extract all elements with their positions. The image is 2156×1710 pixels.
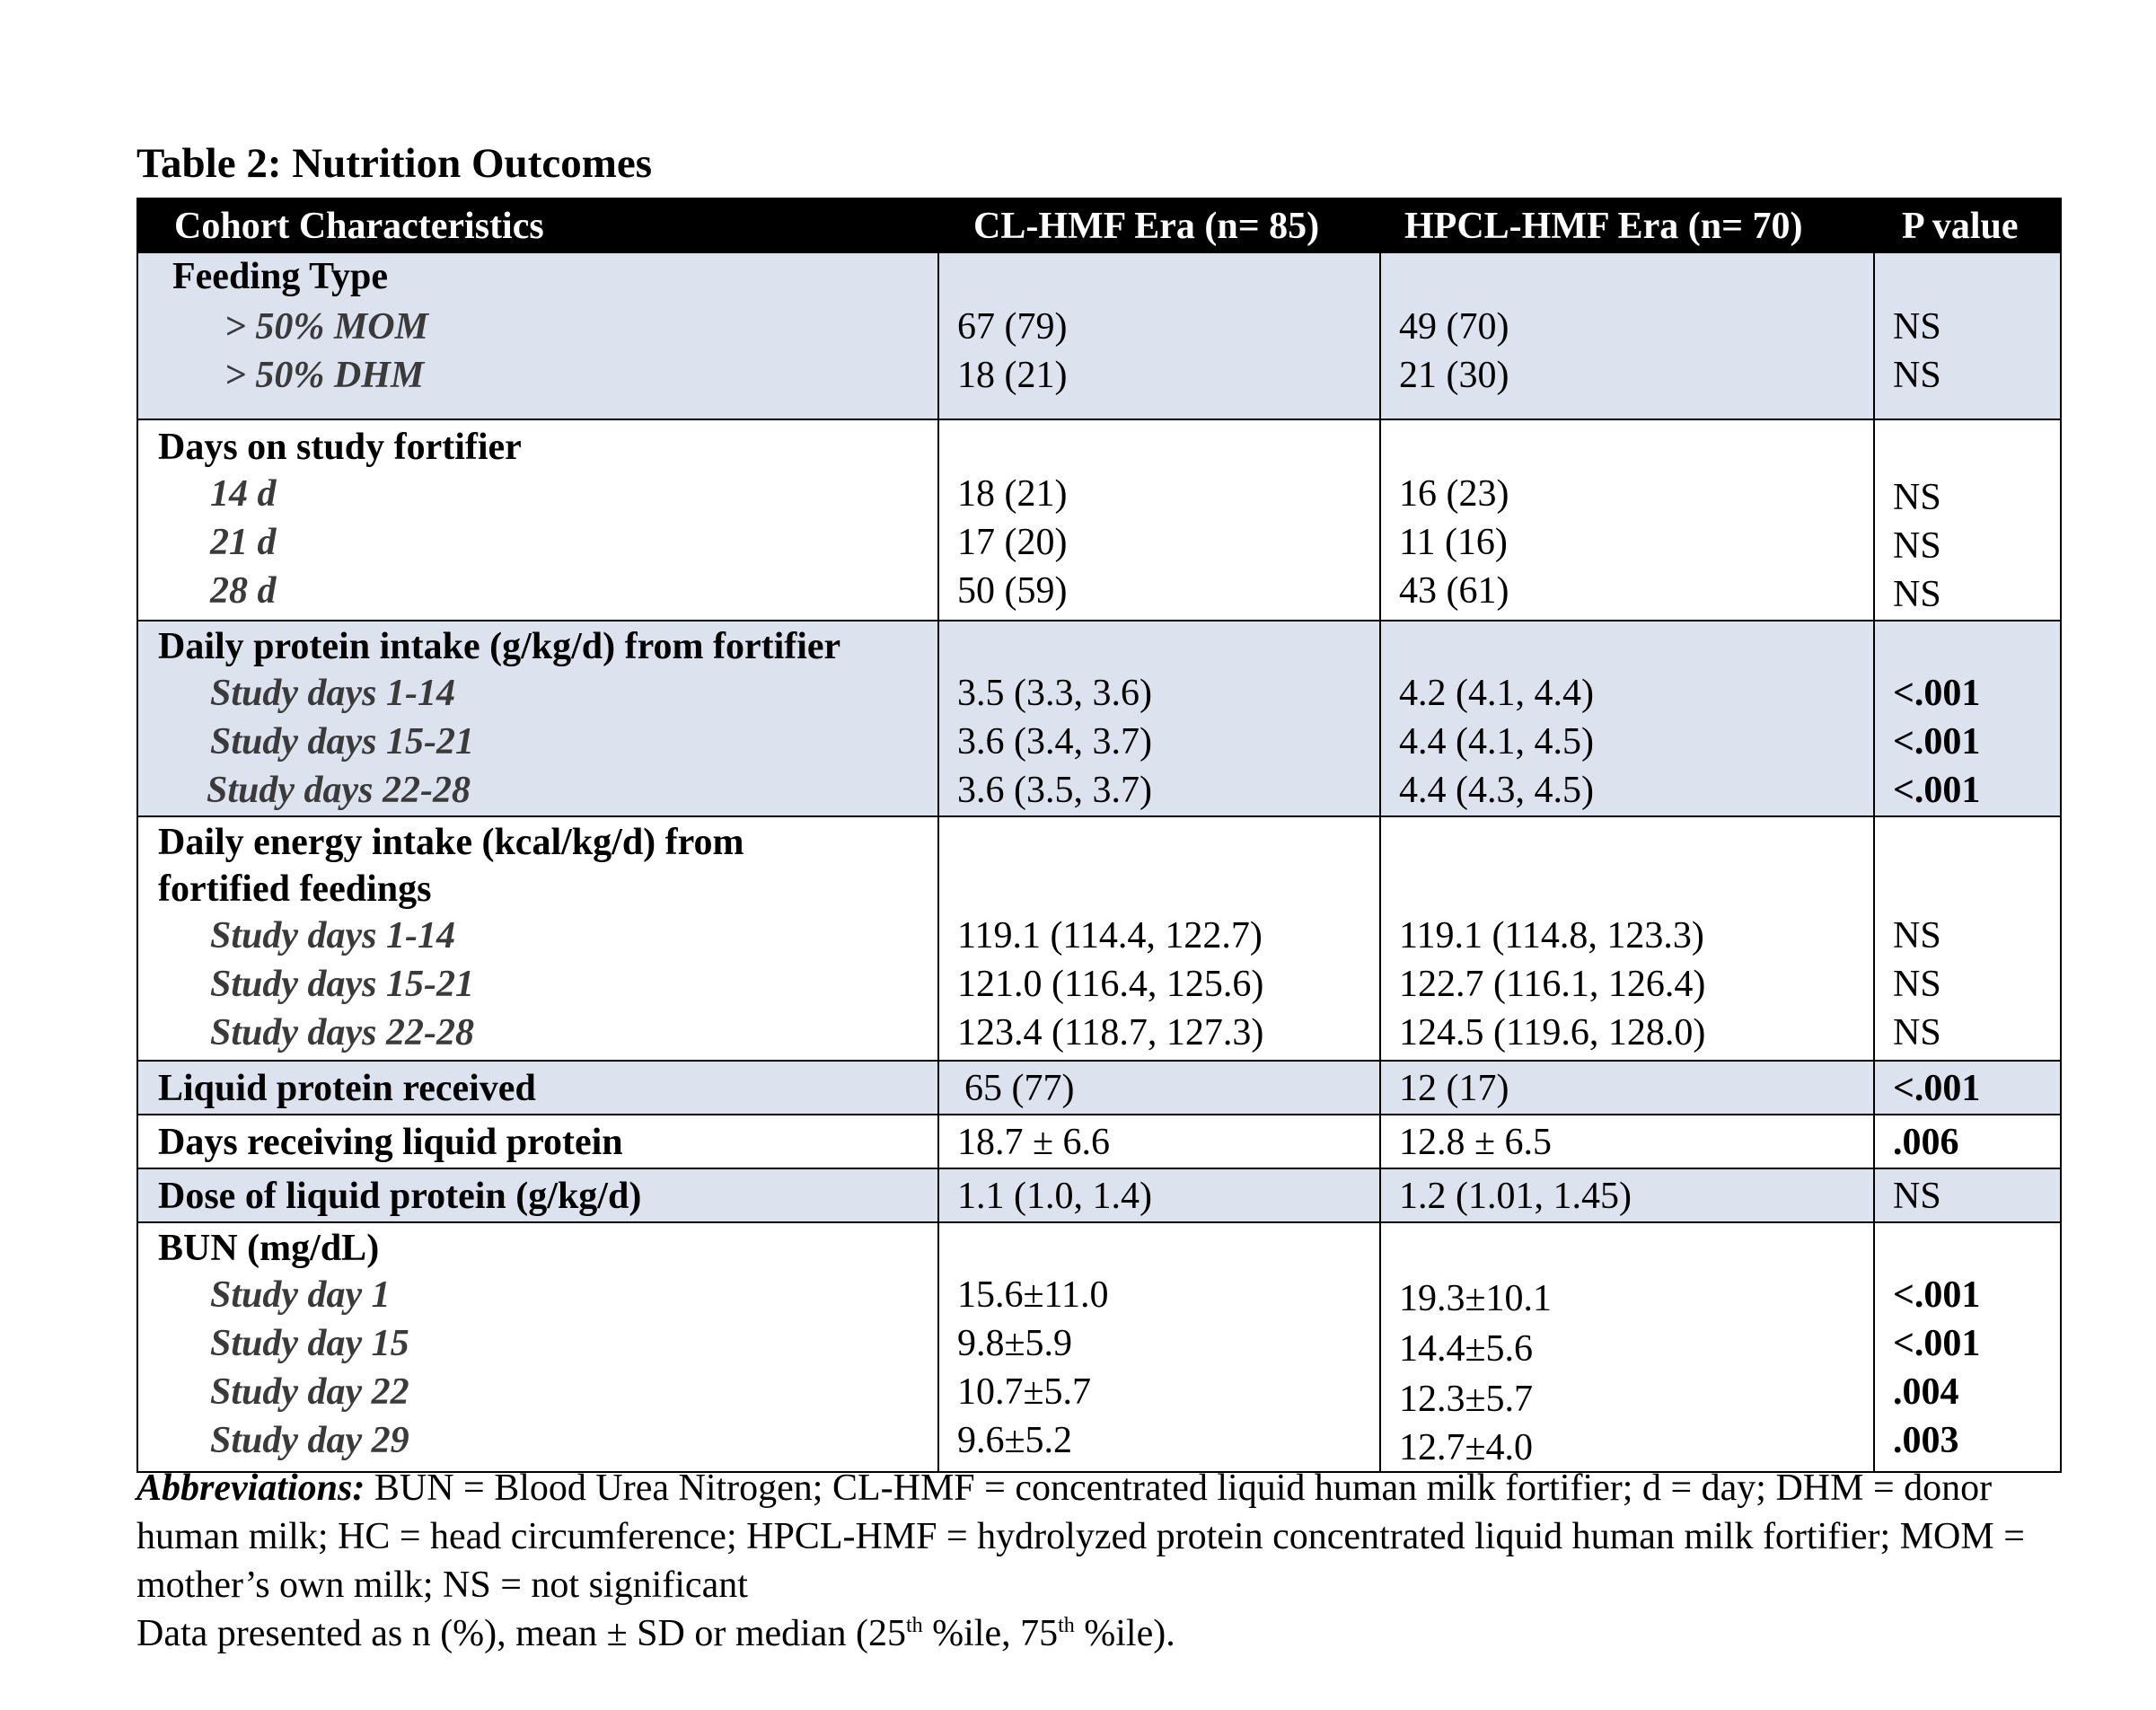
p-value: <.001 <box>1893 673 1981 714</box>
section-days-fortifier-hpcl-cell <box>1379 419 1875 621</box>
row-label: 21 d <box>210 522 277 563</box>
header-cell-hpcl-hmf <box>1379 198 1875 253</box>
hpcl-value: 1.2 (1.01, 1.45) <box>1399 1176 1632 1217</box>
table-footnotes <box>136 1464 2076 1658</box>
row-label: > 50% MOM <box>224 306 428 348</box>
data-note-part: %ile, 75 <box>922 1613 1059 1654</box>
section-label: Daily protein intake (g/kg/d) from fortifier <box>158 626 841 667</box>
section-label: BUN (mg/dL) <box>158 1228 380 1269</box>
section-label-line1: Daily energy intake (kcal/kg/d) from <box>158 822 744 863</box>
hpcl-value: 122.7 (116.1, 126.4) <box>1399 964 1706 1005</box>
row-days-liquid-protein-label-cell <box>136 1114 939 1169</box>
hpcl-value: 119.1 (114.8, 123.3) <box>1399 915 1704 956</box>
row-label: Study days 22-28 <box>207 770 471 811</box>
header-cell-cl-hmf <box>937 198 1381 253</box>
cl-value: 3.6 (3.5, 3.7) <box>957 770 1152 811</box>
section-label: Days on study fortifier <box>158 427 522 468</box>
header-p-value: P value <box>1902 206 2019 247</box>
cl-value: 50 (59) <box>957 570 1068 612</box>
data-note-part: Data presented as n (%), mean ± SD or median (25 <box>136 1613 906 1654</box>
cl-value: 67 (79) <box>957 306 1068 348</box>
row-days-liquid-protein-cl-cell <box>937 1114 1381 1169</box>
row-label: Study day 22 <box>210 1371 409 1413</box>
p-value: NS <box>1893 915 1941 956</box>
hpcl-value: 49 (70) <box>1399 306 1509 348</box>
row-liquid-protein-received-hpcl-cell <box>1379 1060 1875 1115</box>
p-value: <.001 <box>1893 1274 1981 1316</box>
header-cell-characteristics <box>136 198 939 253</box>
cl-value: 17 (20) <box>957 522 1068 563</box>
abbreviations-label: Abbreviations: <box>136 1468 365 1509</box>
p-value: NS <box>1893 1176 1941 1217</box>
p-value: <.001 <box>1893 1323 1981 1364</box>
section-energy-intake-cl-cell <box>937 815 1381 1062</box>
section-bun-hpcl-cell <box>1379 1221 1875 1473</box>
section-bun-label-cell <box>136 1221 939 1473</box>
header-cl-hmf: CL-HMF Era (n= 85) <box>973 206 1320 247</box>
section-energy-intake-label-cell <box>136 815 939 1062</box>
table-title: Table 2: Nutrition Outcomes <box>136 140 653 187</box>
section-feeding-type-p-cell <box>1873 251 2062 420</box>
header-characteristics: Cohort Characteristics <box>174 206 544 247</box>
p-value: .004 <box>1893 1371 1959 1413</box>
p-value: <.001 <box>1893 770 1981 811</box>
section-protein-intake-hpcl-cell <box>1379 620 1875 817</box>
row-days-liquid-protein-p-cell <box>1873 1114 2062 1169</box>
hpcl-value: 19.3±10.1 <box>1399 1278 1553 1319</box>
row-label: 14 d <box>210 473 277 515</box>
cl-value: 10.7±5.7 <box>957 1371 1092 1413</box>
section-bun-p-cell <box>1873 1221 2062 1473</box>
hpcl-value: 4.4 (4.1, 4.5) <box>1399 721 1594 762</box>
cl-value: 18 (21) <box>957 473 1068 515</box>
row-dose-liquid-protein-cl-cell <box>937 1168 1381 1223</box>
p-value: <.001 <box>1893 1068 1981 1109</box>
p-value: NS <box>1893 306 1941 348</box>
row-liquid-protein-received-label-cell <box>136 1060 939 1115</box>
section-label-line2: fortified feedings <box>158 868 432 910</box>
superscript-th: th <box>1058 1614 1075 1637</box>
row-label: Study days 15-21 <box>210 964 474 1005</box>
row-days-liquid-protein-hpcl-cell <box>1379 1114 1875 1169</box>
row-label: Study days 22-28 <box>210 1012 474 1053</box>
row-label: Study day 15 <box>210 1323 409 1364</box>
hpcl-value: 21 (30) <box>1399 355 1509 396</box>
hpcl-value: 4.2 (4.1, 4.4) <box>1399 673 1594 714</box>
section-bun-cl-cell <box>937 1221 1381 1473</box>
cl-value: 1.1 (1.0, 1.4) <box>957 1176 1152 1217</box>
section-feeding-type-hpcl-cell <box>1379 251 1875 420</box>
p-value: NS <box>1893 355 1941 396</box>
row-label: Study day 1 <box>210 1274 391 1316</box>
cl-value: 3.5 (3.3, 3.6) <box>957 673 1152 714</box>
p-value: NS <box>1893 964 1941 1005</box>
row-dose-liquid-protein-hpcl-cell <box>1379 1168 1875 1223</box>
p-value: NS <box>1893 477 1941 518</box>
data-note-part: %ile). <box>1074 1613 1175 1654</box>
section-protein-intake-p-cell <box>1873 620 2062 817</box>
row-label: Liquid protein received <box>158 1068 536 1109</box>
p-value: <.001 <box>1893 721 1981 762</box>
row-label: Dose of liquid protein (g/kg/d) <box>158 1176 642 1217</box>
cl-value: 121.0 (116.4, 125.6) <box>957 964 1264 1005</box>
row-liquid-protein-received-cl-cell <box>937 1060 1381 1115</box>
hpcl-value: 12 (17) <box>1399 1068 1509 1109</box>
row-label: Study day 29 <box>210 1420 409 1461</box>
hpcl-value: 16 (23) <box>1399 473 1509 515</box>
p-value: NS <box>1893 574 1941 615</box>
row-label: Study days 1-14 <box>210 673 455 714</box>
section-energy-intake-p-cell <box>1873 815 2062 1062</box>
p-value: .003 <box>1893 1420 1959 1461</box>
hpcl-value: 4.4 (4.3, 4.5) <box>1399 770 1594 811</box>
section-feeding-type-cl-cell <box>937 251 1381 420</box>
row-label: Study days 15-21 <box>210 721 474 762</box>
superscript-th: th <box>905 1614 923 1637</box>
row-dose-liquid-protein-label-cell <box>136 1168 939 1223</box>
hpcl-value: 12.7±4.0 <box>1399 1427 1534 1468</box>
cl-value: 123.4 (118.7, 127.3) <box>957 1012 1264 1053</box>
hpcl-value: 11 (16) <box>1399 522 1508 563</box>
hpcl-value: 12.8 ± 6.5 <box>1399 1122 1553 1163</box>
hpcl-value: 14.4±5.6 <box>1399 1328 1534 1370</box>
p-value: .006 <box>1893 1122 1959 1163</box>
section-feeding-type-label-cell <box>136 251 939 420</box>
header-cell-p-value <box>1873 198 2062 253</box>
header-hpcl-hmf: HPCL-HMF Era (n= 70) <box>1404 206 1803 247</box>
section-energy-intake-hpcl-cell <box>1379 815 1875 1062</box>
cl-value: 9.6±5.2 <box>957 1420 1073 1461</box>
section-days-fortifier-cl-cell <box>937 419 1381 621</box>
p-value: NS <box>1893 1012 1941 1053</box>
row-liquid-protein-received-p-cell <box>1873 1060 2062 1115</box>
row-label: 28 d <box>210 570 277 612</box>
section-protein-intake-cl-cell <box>937 620 1381 817</box>
section-days-fortifier-label-cell <box>136 419 939 621</box>
row-dose-liquid-protein-p-cell <box>1873 1168 2062 1223</box>
row-label: Days receiving liquid protein <box>158 1122 623 1163</box>
cl-value: 119.1 (114.4, 122.7) <box>957 915 1263 956</box>
section-label: Feeding Type <box>172 256 388 297</box>
hpcl-value: 43 (61) <box>1399 570 1509 612</box>
hpcl-value: 12.3±5.7 <box>1399 1379 1534 1420</box>
hpcl-value: 124.5 (119.6, 128.0) <box>1399 1012 1706 1053</box>
cl-value: 18.7 ± 6.6 <box>957 1122 1111 1163</box>
cl-value: 9.8±5.9 <box>957 1323 1073 1364</box>
row-label: Study days 1-14 <box>210 915 455 956</box>
data-presentation-note <box>136 1609 2076 1658</box>
p-value: NS <box>1893 525 1941 567</box>
abbreviations-note <box>136 1464 2076 1609</box>
abbreviations-text: BUN = Blood Urea Nitrogen; CL-HMF = concentrated liquid human milk fortifier; d = day; DHM = donor human milk; HC = head circumference; HPCL-HMF = hydrolyzed protein concentrated liquid human milk fortifier; MOM = mother’s own milk; NS = not significant <box>136 1468 2025 1606</box>
cl-value: 65 (77) <box>964 1068 1075 1109</box>
cl-value: 18 (21) <box>957 355 1068 396</box>
row-label: > 50% DHM <box>224 355 425 396</box>
section-protein-intake-label-cell <box>136 620 939 817</box>
section-days-fortifier-p-cell <box>1873 419 2062 621</box>
cl-value: 3.6 (3.4, 3.7) <box>957 721 1152 762</box>
cl-value: 15.6±11.0 <box>957 1274 1109 1316</box>
